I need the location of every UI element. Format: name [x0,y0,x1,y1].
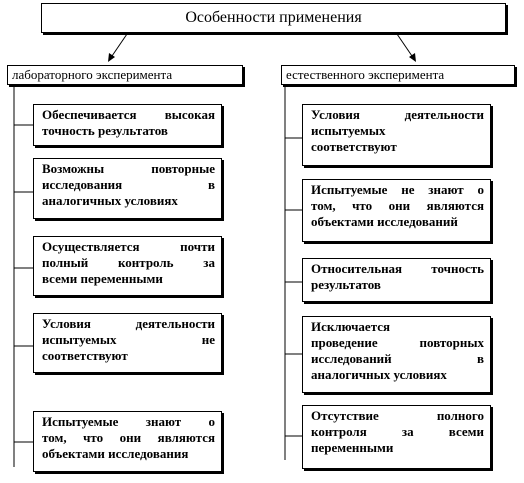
right-item-3: Относительная точность результатов [302,258,491,302]
left-item-2: Возможны повторные исследования в аналогичных условиях [33,158,222,219]
right-item-1: Условия деятельности испытуемых соответствуют [302,104,491,166]
right-item-4: Исключается проведение повторных исследований в аналогичных условиях [302,316,491,393]
left-item-5: Испытуемые знают о том, что они являются объектами исследования [33,411,222,472]
left-item-1: Обеспечивается высокая точность результатов [33,104,222,146]
left-item-3: Осуществляется почти полный контроль за всеми переменными [33,236,222,296]
diagram-title: Особенности применения [41,3,506,33]
arrow-to-left-header [112,34,127,56]
right-item-2: Испытуемые не знают о том, что они являются объектами исследований [302,179,491,242]
left-item-4: Условия деятельности испытуемых не соответствуют [33,313,222,373]
right-item-5: Отсутствие полного контроля за всеми переменными [302,405,491,469]
right-column-header: естественного эксперимента [281,65,515,85]
arrow-to-right-header [397,34,412,56]
arrow-head-right [409,53,416,62]
left-column-header: лабораторного эксперимента [7,65,243,85]
arrow-head-left [108,53,115,62]
